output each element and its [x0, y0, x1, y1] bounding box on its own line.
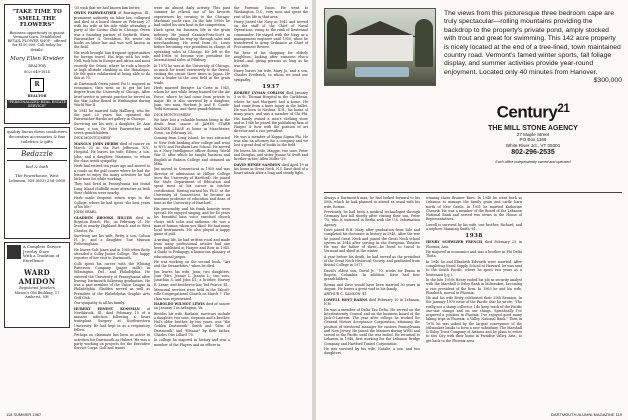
left-column-3 [234, 6, 308, 401]
paragraph [74, 307, 150, 333]
paragraph-text: He was a member of Delta Tau Delta. He served on the Interfraternity Council and on the business board of the Jack-O-Lantern. The year after college he worked for General Motors Acceptance Corporation, attaining the position of territorial manager for eastern Pennsylvania and New Jersey. He joined the Marines during WWII and served in the Pacific until the war ended. He returned to Lebanon in 1948, first working for the Lebanon Bridge Company and Hartford Tunnel Corporation. [324, 307, 420, 346]
paragraph-lead: HAROLDO WILMOT LEWIS [154, 301, 206, 306]
paragraph-lead: HUBERT ERNEST KOSSMAN [74, 306, 147, 311]
paragraph [426, 296, 522, 343]
paragraph-lead: DAVID HENRY SAMMON [234, 162, 282, 167]
paragraph-text: Hurb spent his business life in the grain industry. He joined Cannon-Fritz-Scott in 1946, working his way up through sales and merchandising. He went from St. Louis before becoming vice president in charge of operating sales at Chicago. He left in the mid-1960s to become vice president for International Sales at Pillsbury. [154, 28, 230, 63]
tree-shape-2 [415, 19, 433, 67]
paragraph [74, 136, 150, 140]
paragraph [74, 196, 150, 209]
paragraph [74, 216, 150, 233]
paragraph [74, 182, 150, 195]
jewelry-sub: Registered Jewelers [19, 286, 55, 291]
paragraph-text: of Barrington, Ill., prominent authority on labor law, collapsed and died at a board dinner on February 27 with his wife at his side while attending a party at the Casino Club in Chicago. Owen was a founding partner of Seyfarth, Shaw, Fairweather & Geraldson. He wrote six books on labor law and was well known in the field. [74, 11, 150, 50]
paragraph-text: Herb had retired ten years ago and moved to a condo on the golf course where he had the leisure to enjoy the many activities he had little time for while working. [74, 164, 150, 181]
paragraph-text: JOHN SEARL [74, 210, 97, 215]
paragraph [324, 210, 420, 227]
right-page [316, 0, 628, 420]
broker-footer: Each office Independently owned and operated [495, 160, 571, 165]
paragraph [426, 196, 522, 222]
paragraph [74, 262, 150, 300]
ad-divider [324, 192, 622, 193]
paragraph-text: Surviving are his wife, a daughter, Dr. Ann Crane; a son, Dr. Peter Fairweather; and seven grandchildren. [74, 122, 150, 135]
paragraph [154, 238, 230, 259]
jewelry-ad[interactable] [4, 242, 70, 328]
paragraph [74, 122, 150, 135]
paragraph [426, 278, 522, 295]
ads-column [4, 4, 70, 399]
paragraph-text: Always a Dartmouth man, he had looked forward to his 50th, which he had planned to attend as usual with his wife, Rowan. [324, 196, 420, 209]
paragraph-text: He was working on the second book, "Art and the Swanwhites," when he died. [154, 260, 230, 269]
paragraph [154, 64, 230, 85]
paragraph-text: Perhaps no classmate has been as active in activities for Dartmouth as Hubert. He was a party working on projects for the Executive Service Corps. Golf and tennis [74, 333, 150, 351]
paragraph-text: the Forensic Union. He went to Washington, D.C., very soon and spent the rest of his life in that area. [234, 6, 308, 19]
paragraph [426, 223, 522, 232]
paragraph [154, 207, 230, 237]
paragraph [154, 28, 230, 62]
jewelry-box [7, 245, 67, 263]
paragraph-lead: HENRY SCHWIZER FRENCH [426, 240, 485, 245]
left-folio: 118 SUMMER 1987 [6, 412, 42, 417]
paragraph-text: We have lost a valuable human being in the death from cancer of JAMES STARR WAGNER LEASE at home in Manchester, Conn., on February 26. [154, 118, 230, 135]
jewelry-photo-icon [7, 245, 21, 259]
realtor-logo-icon: R [30, 78, 44, 92]
paragraph-text: David's eldest son, David Jr., '70, works for Exxon in Bogota, Columbia. In addition, Dave had four grandchildren. [324, 268, 420, 282]
paragraph [234, 20, 308, 50]
paragraph-text: Jim leaves his wife, Jean; two daughters, Joan (Mrs. Jeanne L. Jeanne L.; two sons, Jonathan S. and John III.; a brother, Harvey E. Lease; and brother-in-law, Ted Pearce '41. [154, 269, 230, 287]
realty-headline: "TAKE TIME TO SMELL THE FLOWERS" [12, 9, 62, 28]
paragraph [234, 6, 308, 19]
paragraph [154, 312, 230, 338]
paragraph [324, 292, 420, 296]
paragraph [154, 86, 230, 112]
paragraph [74, 109, 150, 122]
paragraph-text: He leaves Colt Jones and in 1960 when Betty attended a Colby Junior College. The happy reporter of her visit to Dartmouth. [74, 247, 150, 261]
right-column-1 [324, 196, 420, 396]
paragraph-text: He and his wife Betty celebrated their 25th Reunion. In the January 1970 issue of the Pacific Star he wrote, "The really not a stamp collector, I do keep track of the Pacific one-star stamps and on our things. Specifically I've acquired a position in Phoenix. I've enjoyed good many hiking trips in Phoenix, a Valley National Bank." Then in 1976 he was asked by the largest conveyance of the Milwaukee banks to form a new subsidiary. The Marshall & Ilsley Trust Company of Arizona and he plans to retire to Sun City with their home in Paradise Valley, Ariz., to get back to the Phoenix area. [426, 296, 522, 343]
paragraph-text: His work brought him frequent opportunities for foreign travel. His trips with his wife, Nell, took him to Europe and Africa and most recently the Orient, where he rode a bicycle at high altitude climbing in the Himalayas. He felt quite exhilarated at being able to do this at 70. [74, 50, 150, 81]
paragraph [324, 196, 420, 209]
paragraph-text: In 1940 he and Elizabeth Edwards were married. After completing Naval Supply School at Harvard, he was sent to the South Pacific, where he spent two years as a lieutenant (j.g.). [426, 259, 522, 277]
paragraph [234, 51, 308, 68]
paragraph-text: Coming from Long Island, he was attracted to New York banking after college and went to NYU and Fordham Law School. He served as a Navy Intelligence officer during World War II, after which he taught business and English at Babson College and obtained an MBA. [154, 136, 230, 166]
broker-block[interactable] [444, 100, 622, 186]
paragraph [74, 51, 150, 81]
year-heading: 1937 [262, 83, 280, 90]
paragraph-text: Memorial services were held in the Talcott-ville Congregational Church on March 7. The class was represented. [154, 288, 230, 301]
broker-name: THE MILL STONE AGENCY [488, 124, 578, 132]
paragraph [74, 142, 150, 163]
paragraph-text: died in Boynton Beach, Fla., on February 21. He lived in nearby Highland Beach and in West Chester, Pa. [74, 215, 150, 233]
house-body [347, 35, 413, 61]
broker-street: 27 Maple Street [516, 131, 550, 137]
realty-body: Business opportunity in quaint Vermont town. Established RETAIL FLOWER SHOP - offered for $150,000. Call today for details! [7, 30, 67, 52]
gifts-shop-name: Bedazzle [7, 148, 67, 161]
paragraph-text: Our sympathy to all his family. [74, 301, 125, 306]
left-column-2 [154, 6, 230, 401]
paragraph [324, 228, 420, 254]
paragraph-text: We hear of his shopping for elderly neighbors, looking after someone else-a friend—and giving persons as long as he was able. [234, 50, 308, 68]
paragraph [234, 149, 308, 162]
paragraph [426, 240, 522, 249]
paragraph-text: Herb made frequent return trips to the College, where he had spent "the best years of his life." [74, 196, 150, 209]
paragraph-text: died April 19 at his home in Great Neck, N.Y. Dave died of a heart attack after a long and steady fight. [234, 162, 308, 176]
paragraph-lead: LOWELL HOYT BARNS [324, 297, 369, 302]
paragraph-text: winning there Brainer Barn. In 1948 he went back to Lebanon to manage the family grain and cattle barn north of New Castle. In 1951 he married Katherine Chenvik. He was a member of the Board of the Lebanon National Bank and served two terms in the House of Representatives. [426, 196, 522, 222]
paragraph [426, 260, 522, 277]
paragraph [324, 283, 420, 292]
broker-city: White River Jct., VT 05001 [505, 142, 561, 148]
jewelry-address: Mason's Old Building, 17 Amherst, NH [14, 290, 60, 300]
gifts-shop-sub: bed & bath [25, 164, 49, 170]
paragraph [74, 6, 150, 10]
paragraph [154, 302, 230, 311]
paragraph-text: He majored in economics and was a brother in Phi Delta Theta. [426, 250, 522, 259]
paragraph-lead: ROBERT LYMAN CORLISS [234, 91, 287, 96]
year-heading: 1938 [465, 233, 483, 240]
paragraph [154, 6, 230, 27]
paragraph [74, 11, 150, 49]
paragraph [324, 347, 420, 356]
pond [355, 67, 409, 77]
left-page [0, 0, 312, 420]
paragraph [324, 308, 420, 346]
paragraph-text: He leaves his wife, Maggie, two sons, Peter and Douglas, and sister Jeanne W. Swift and brother-in-law, Allen Miller '29. [234, 148, 308, 162]
property-price: $300,000 [593, 77, 622, 85]
realty-tagline: "PERSONALIZED REAL ESTATE SERVICE" [7, 99, 67, 109]
paragraph [234, 69, 308, 82]
paragraph-text: of Northbrook, Ill., died February 10 of a massive infection following a heart transplant. Surgery at Northwestern University. He had kept in as a respiratory fellow. [74, 306, 150, 332]
right-column-2 [426, 196, 522, 396]
paragraph-text: In the late 1950s Henry ended his job as security analyst with the Marshall & Ilsley Bank in Milwaukee, becoming a vice president of the firm. In 1963 he and his wife, Elizabeth, moved to Phoenix. [426, 278, 522, 295]
paragraph-text: Rowan and Dave would have been married 50 years in August. He leaves a great void in his family. [324, 282, 420, 291]
paragraph-text: Harry leaves his wife, Mary Jo, and a son, Charles Frederick, to whom we send our sympathy. [234, 69, 308, 82]
paragraph [74, 248, 150, 261]
paragraph-text: Previously, he had been a medical technologist through Germany last fall shortly after visiting their son, Peter '70, who is stationed in Berlin with the U.S. Information Agency. [324, 209, 420, 227]
paragraph [234, 135, 308, 148]
paragraph [234, 91, 308, 134]
paragraph [74, 234, 150, 247]
paragraph-text: died of cancer on March 20 in the Fort Jefferson, N.Y., Hospital. He leaves his wife, Eileen; a son, John; and a daughter, Marianne, to whom the class sends sympathy. [74, 141, 150, 163]
paragraph-text: Lowell is survived by his wife, one brother, Richard, and a nephew, Manning Smith '61. [426, 222, 522, 231]
realty-ad[interactable] [4, 4, 70, 124]
paragraph-text: A writing life, he had written vocal and made from many professional articles had one been published in Harper and Row in 1945. A Guide to Pedagogy, a humorous glossary of educational jargon. [154, 237, 230, 259]
paragraph-text: He was survived by his wife, Natalie, a son, and two daughters. [324, 346, 420, 356]
paragraph-text: died January 3 in St. Thomas Hospital in the Caribbean, where he and Margaret had a home. He had come from a knee injury in the ballet. He was born to Nashua, N.H., his home of many years, and was a member of Chi Phi. His family owned a men's clothing store and in 1946 he joined the publishing firm of Harper & Row with the position of art director and a vice president. [234, 91, 308, 134]
brand-word: Century [496, 102, 558, 122]
paragraph [154, 270, 230, 287]
right-column-3 [528, 196, 622, 396]
paragraph-text: A year before his death, he had served as the president of the Great Neck Historical Society, and graduated from Bristol College in 1977. [324, 254, 420, 268]
paragraph [154, 260, 230, 269]
paragraph-lead: OWEN FAIRWEATHER [74, 11, 119, 16]
right-folio: DARTMOUTH ALUMNI MAGAZINE 119 [551, 412, 622, 417]
paragraph-text: His personality and his frank honesty were special. He enjoyed singing, and for 40 years his beautiful bass voice enriched church choirs with solos and anthems. He was a man of humor, whom you liked. He had many local instruments. He also played a happy game of golf. [154, 206, 230, 237]
gifts-intro: quality linens down comforters decorative accessories & fine toiletries & gifts [7, 129, 67, 144]
paragraph-text: ARTHUR C. SAMSON '41 [324, 292, 367, 297]
paragraph [74, 333, 150, 350]
paragraph [324, 255, 420, 268]
paragraph-text: He was a member of Kappa Sigma Phi. He was also an attorney for a company and we lost a great deal of books in the field. [234, 134, 308, 148]
paragraph-text: '35 wish that we had known him better. [74, 6, 141, 10]
paragraph-text: Jim moved to Connecticut in 1950 and was director of admissions at Hillyer College (now the University of Hartford). He joined the State Department of Education and spent most of his career in teacher certification. Having earned his Ph.D. at the University of Connecticut, he became an assistant professor of education and dean of time at the University of Hartford. [154, 167, 230, 206]
paragraph-text: They had lived in Pennsylvania but found Long Island (Suffolk) more attractive as both their children were nearby. [74, 182, 150, 195]
paragraph-text: Colb spent his career with the Whiting Patterson Company (paper mills) in Wilmington, Del., and Philadelphia. He entered the University of Pennsylvania after leaving Dartmouth following graduation. He was a past member of the Union League in Philadelphia. Gladden served as well as President of the Philadelphia Graphic Arts Golf Club. [74, 261, 150, 300]
paragraph-text: In 1941 he married Sally Hallberg, who for the past 25 years has operated the Fairweather-Hardin art gallery in Chicago. [74, 108, 150, 121]
paragraph-text: Harry joined the Navy in 1942 and served on the staff of the Chief of Naval Operations, rising to the rank of lieutenant commander. He stayed with the Navy as a management engineer until 1950, when he transferred to Army Ordnance as Chief of Procurement Review. [234, 19, 308, 50]
realty-phone: 802/ 649-1814 [24, 70, 50, 75]
paragraph [154, 288, 230, 301]
paragraph-text: died February 10 in Lebanon, N.H. [324, 297, 420, 307]
paragraph [324, 269, 420, 282]
paragraph-text: At Dartmouth Owen joined Psi U, majored in economics, then went on to get his law degree from the University of Chicago. After brief service in private practice he served on the War Labor Board in Washington during World War II. [74, 81, 150, 108]
paragraph-text: In 1975 he was at the University of Chicago, as much for travel extensively to the Orient, visiting the circuit three times in Japan. He was a leader in the corn field in the grain trade. [154, 63, 230, 85]
century21-logo-icon [444, 102, 622, 123]
paragraph [74, 210, 150, 214]
paragraph [154, 118, 230, 135]
paragraph-text: In college he majored in history and was a member of the Players and an officer in [154, 338, 230, 347]
property-photo [324, 8, 436, 86]
paragraph-text: died February 25 in Phoenix, Ariz. [426, 240, 522, 249]
paragraph [74, 164, 150, 181]
paragraph-text: Besides his wife, Barbara, survivors include a daughter, two sons, stepsons and a brother. Hal's older brother, by two years, was "the Golden Dartmouth" Smith and "Men of Dartmouth" and "Eleazar" by their father, Charles Otis Lillard '75. [154, 311, 230, 337]
jewelry-line1: A Complete Service Jewelry Store [23, 244, 62, 254]
paragraph-lead: GLADDEN BROOKS HILLER [74, 215, 136, 220]
paragraph [154, 113, 230, 117]
paragraph-text: Herb married Bernyce La Corte in 1945, whom he met while being trained for the Air Force, where he had come from private to major. He is also survived by a daughter, Joan, two sons, Herbert Jr. and E. Conde-Todd Kossman, and three grandchildren. [154, 86, 230, 112]
jewelry-name: WARD AMIDON [18, 268, 56, 287]
paragraph-text: DICK MONTGOMERY [74, 136, 111, 141]
property-description: The views from this picturesque three bedroom cape are truly spectacular—rolling mountains providing the backdrop to the property's private pond, amply stocked with trout and great for swimming. This 142 acre property is nicely located at the end of a tree-lined, town maintained country road. Vermont's famed winter sports, fall foliage display, and summer activities provide year-round enjoyment. Located only 40 minutes from Hanover. [444, 10, 621, 76]
paragraph-text: Dave joined B.H. Mary after graduation from Yale and completed his doctorate in history in 1948. After the war he joined Great Neck and joined the Great Neck school system in 1946 after serving in the European Theater. He was the father of three—he loved to travel to Vermont and skied in the winter. [324, 228, 420, 254]
paragraph-text: died of cancer on January 1 in Arlington, Va. [154, 301, 230, 311]
gifts-address: The Powerhouse, West Lebanon, NH (603) 298-5060 [8, 173, 66, 183]
brand-number: 21 [557, 102, 570, 115]
paragraph-text: were an almost daily activity. This past summer he relived one of his favorite experiences by crewing in the Chicago-Mackinac yacht race. In the late 1950s he had sailed his own boat in the competition. [154, 6, 230, 27]
realty-role: REALTOR [28, 63, 46, 68]
left-column-1 [74, 6, 150, 401]
broker-phone[interactable]: 802-296-2535 [511, 149, 555, 157]
paragraph [324, 298, 420, 307]
realtor-word: REALTOR [27, 93, 47, 98]
paragraph [154, 167, 230, 205]
broker-box: PO Box 1166 [519, 137, 547, 143]
paragraph-text: DICK MONTGOMERY [154, 112, 191, 117]
paragraph-lead: MANGUS JOHN HERBS [74, 141, 120, 146]
paragraph [154, 136, 230, 166]
paragraph [154, 338, 230, 347]
gifts-ad[interactable] [4, 127, 70, 239]
paragraph [426, 250, 522, 259]
jewelry-line2: With a Tradition of Excellence [23, 253, 60, 263]
paragraph [74, 301, 150, 305]
realty-signature: Mary Ellen Kreider [10, 55, 64, 62]
paragraph [74, 82, 150, 108]
property-ad-text [444, 10, 622, 86]
paragraph [234, 163, 308, 176]
paragraph-text: Surviving are his wife, Betty, a son, Colson H. Jr., and a daughter, Sue Munson Fotheringham. [74, 233, 150, 247]
